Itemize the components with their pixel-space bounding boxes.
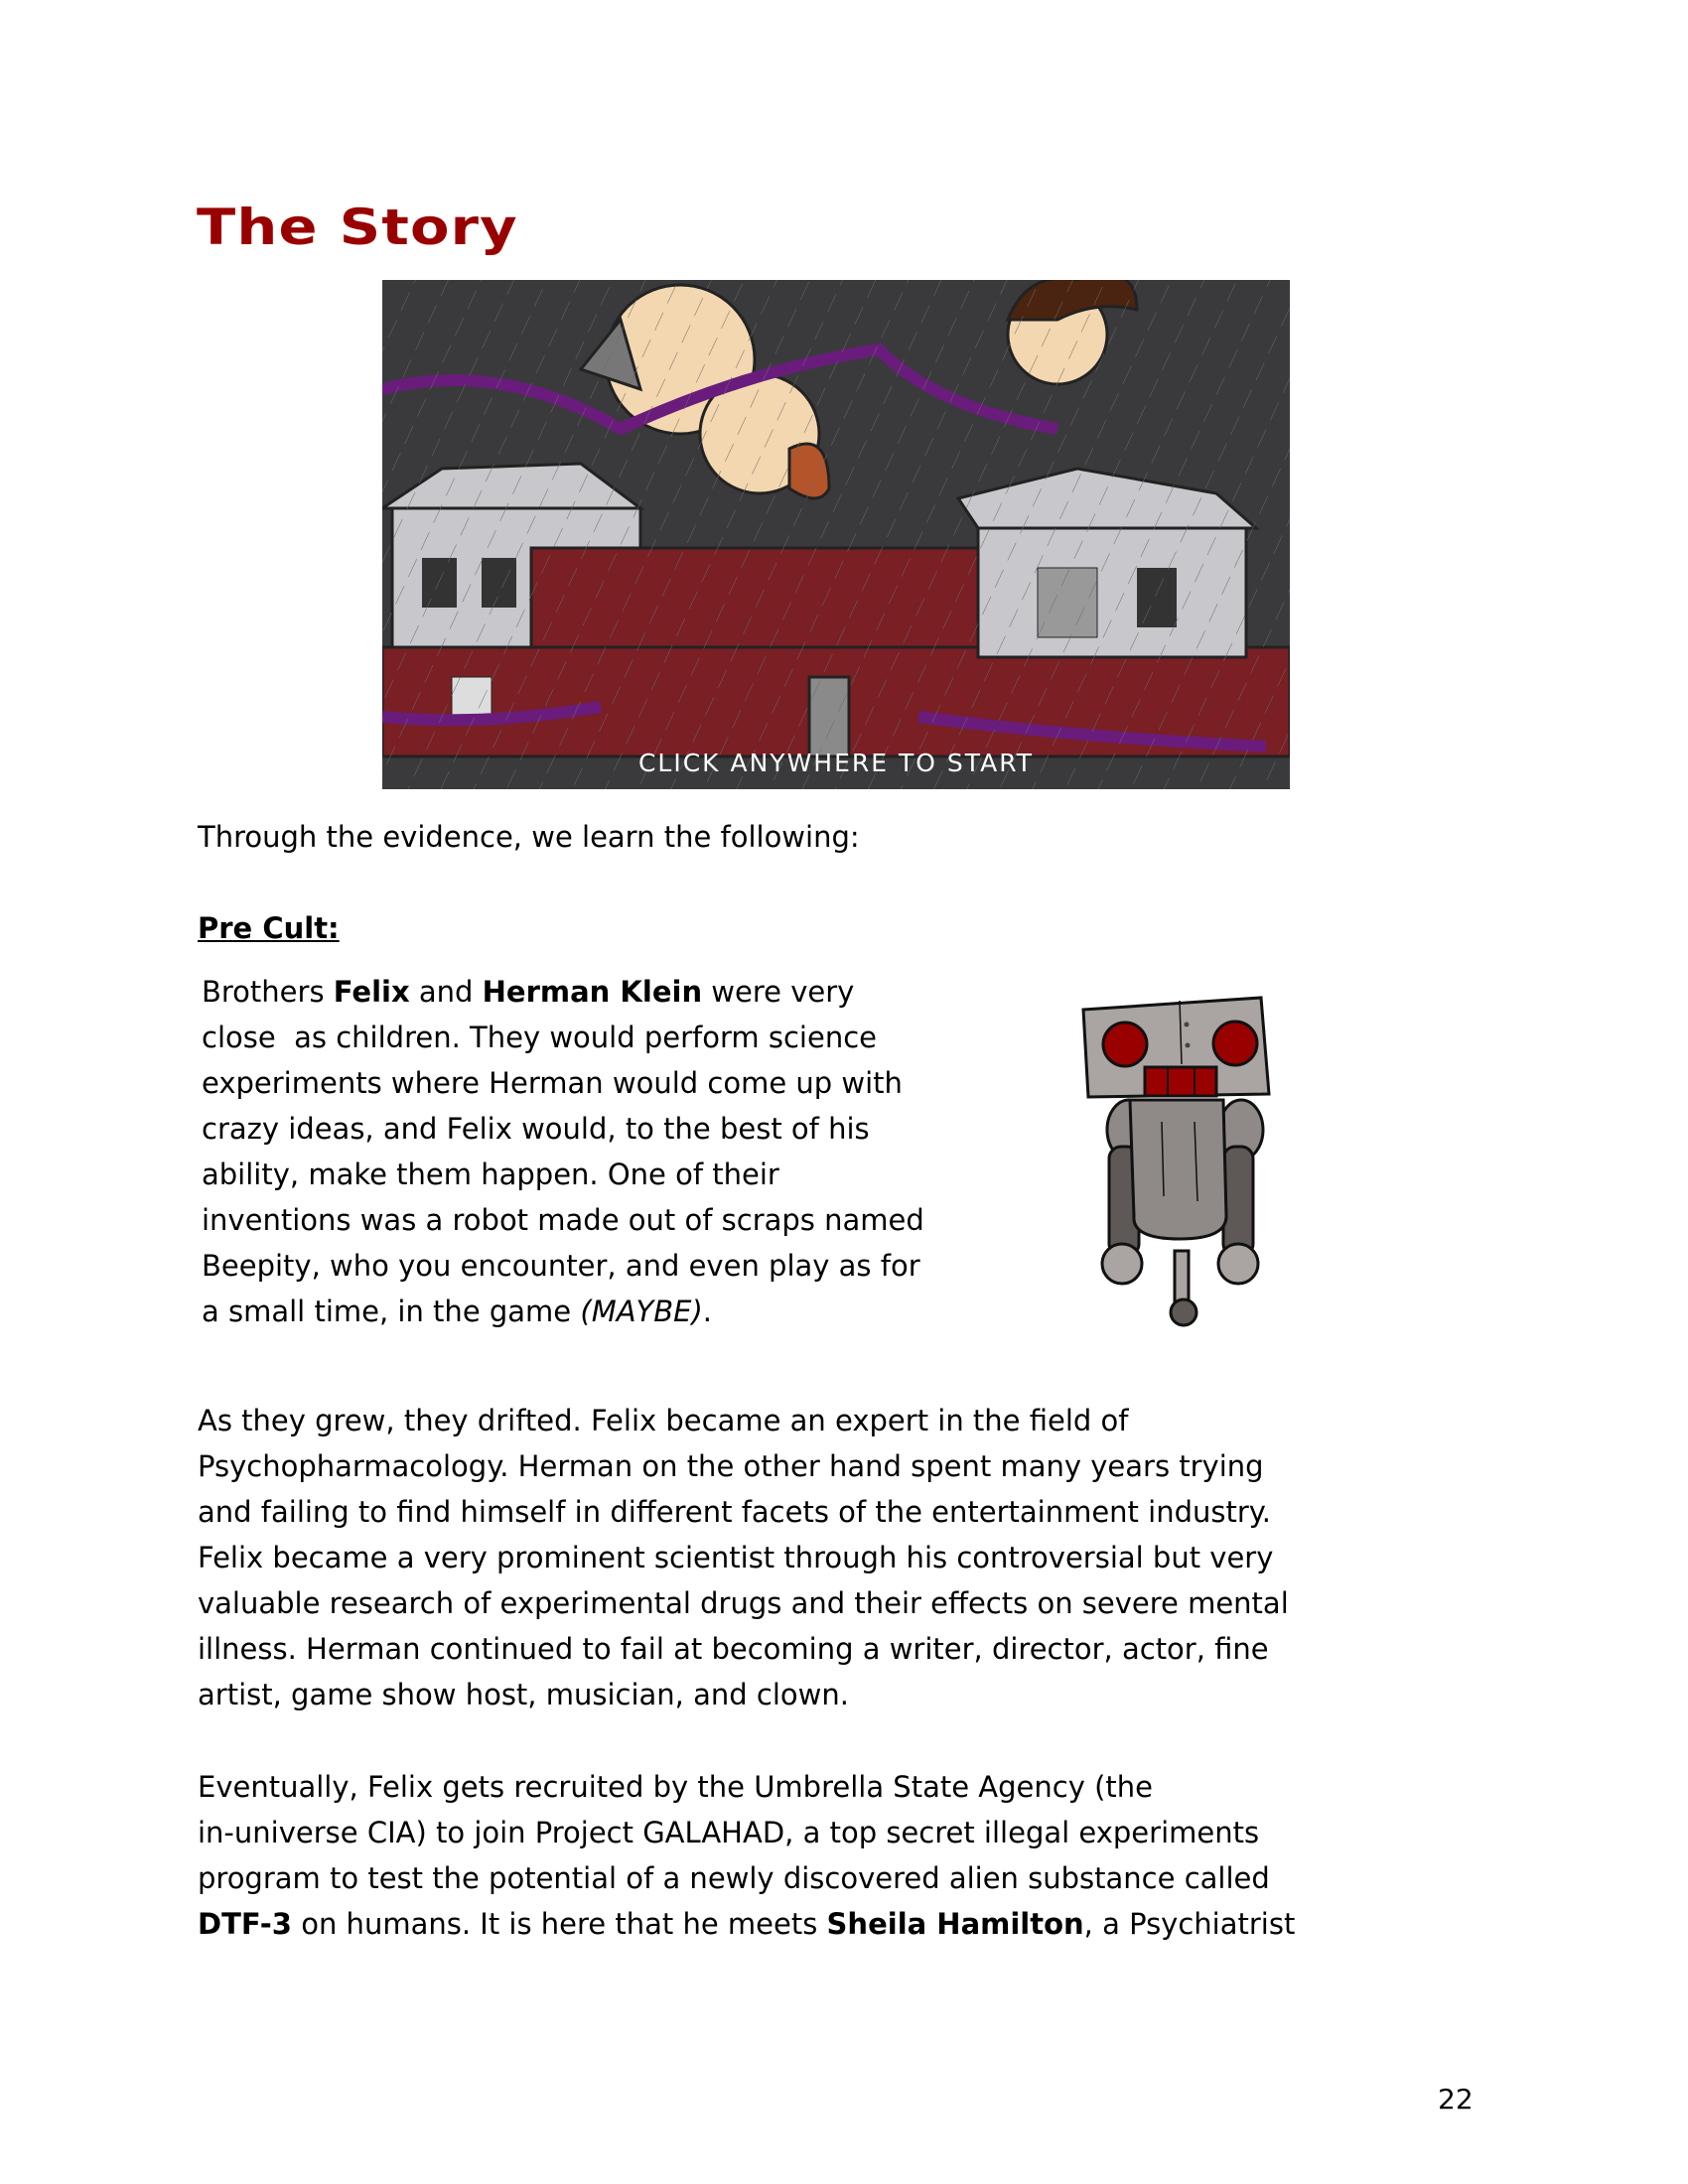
text-line [198,1398,1289,1443]
text-segment: inventions was a robot made out of scraps named [202,1203,924,1237]
text-line [198,1626,1289,1672]
text-line [198,1580,1289,1626]
beepity-robot-illustration [1053,973,1281,1330]
page-number: 22 [1438,2083,1474,2116]
text-segment: and failing to find himself in different facets of the entertainment industry. [198,1495,1272,1529]
text-line [198,1764,1295,1810]
game-title-screenshot [382,280,1290,789]
text-segment: crazy ideas, and Felix would, to the best of his [202,1112,870,1146]
text-segment: and [409,975,483,1009]
text-segment: experiments where Herman would come up with [202,1066,903,1100]
text-line [202,1197,924,1243]
text-segment: As they grew, they drifted. Felix became an expert in the field of [198,1404,1129,1437]
text-segment: Brothers [202,975,334,1009]
bold-text: Sheila Hamilton [826,1907,1084,1941]
italic-text: (MAYBE) [580,1295,703,1328]
text-segment: Beepity, who you encounter, and even play as for [202,1249,920,1283]
text-line [202,1152,924,1197]
text-line [202,1243,924,1289]
text-line [202,969,924,1015]
bold-text: Herman Klein [482,975,703,1009]
text-segment: in-universe CIA) to join Project GALAHAD, a top secret illegal experiments [198,1816,1260,1849]
text-segment: were very [702,975,855,1009]
bold-text: DTF-3 [198,1907,292,1941]
text-line [198,1672,1289,1717]
text-line [198,1855,1295,1901]
text-line [202,1289,924,1334]
paragraph-pre-cult [202,969,924,1334]
section-heading: Pre Cult: [198,911,340,945]
text-segment: artist, game show host, musician, and clown. [198,1678,849,1711]
text-line [198,1443,1289,1489]
intro-text: Through the evidence, we learn the following: [198,820,860,854]
text-segment: program to test the potential of a newly discovered alien substance called [198,1861,1270,1895]
bold-text: Felix [333,975,410,1009]
text-segment: a small time, in the game [202,1295,581,1328]
text-segment: . [702,1295,713,1328]
text-line [198,1535,1289,1580]
text-segment: valuable research of experimental drugs and their effects on severe mental [198,1586,1289,1620]
text-line [198,1901,1295,1947]
text-segment: close as children. They would perform science [202,1021,877,1054]
text-segment: illness. Herman continued to fail at becoming a writer, director, actor, fine [198,1632,1269,1666]
text-line [202,1015,924,1060]
click-to-start-caption: CLICK ANYWHERE TO START [637,749,1035,777]
haunted-mansion-illustration [382,280,1290,789]
text-segment: ability, make them happen. One of their [202,1158,779,1191]
paragraph-drifted [198,1398,1289,1717]
text-line [198,1810,1295,1855]
text-segment: on humans. It is here that he meets [292,1907,827,1941]
text-line [202,1060,924,1106]
text-segment: Eventually, Felix gets recruited by the Umbrella State Agency (the [198,1770,1153,1804]
text-segment: Psychopharmacology. Herman on the other hand spent many years trying [198,1449,1264,1483]
text-line [198,1489,1289,1535]
page-title: The Story [197,199,518,256]
text-line [202,1106,924,1152]
text-segment: Felix became a very prominent scientist through his controversial but very [198,1541,1274,1574]
text-segment: , a Psychiatrist [1083,1907,1296,1941]
paragraph-recruited [198,1764,1295,1947]
